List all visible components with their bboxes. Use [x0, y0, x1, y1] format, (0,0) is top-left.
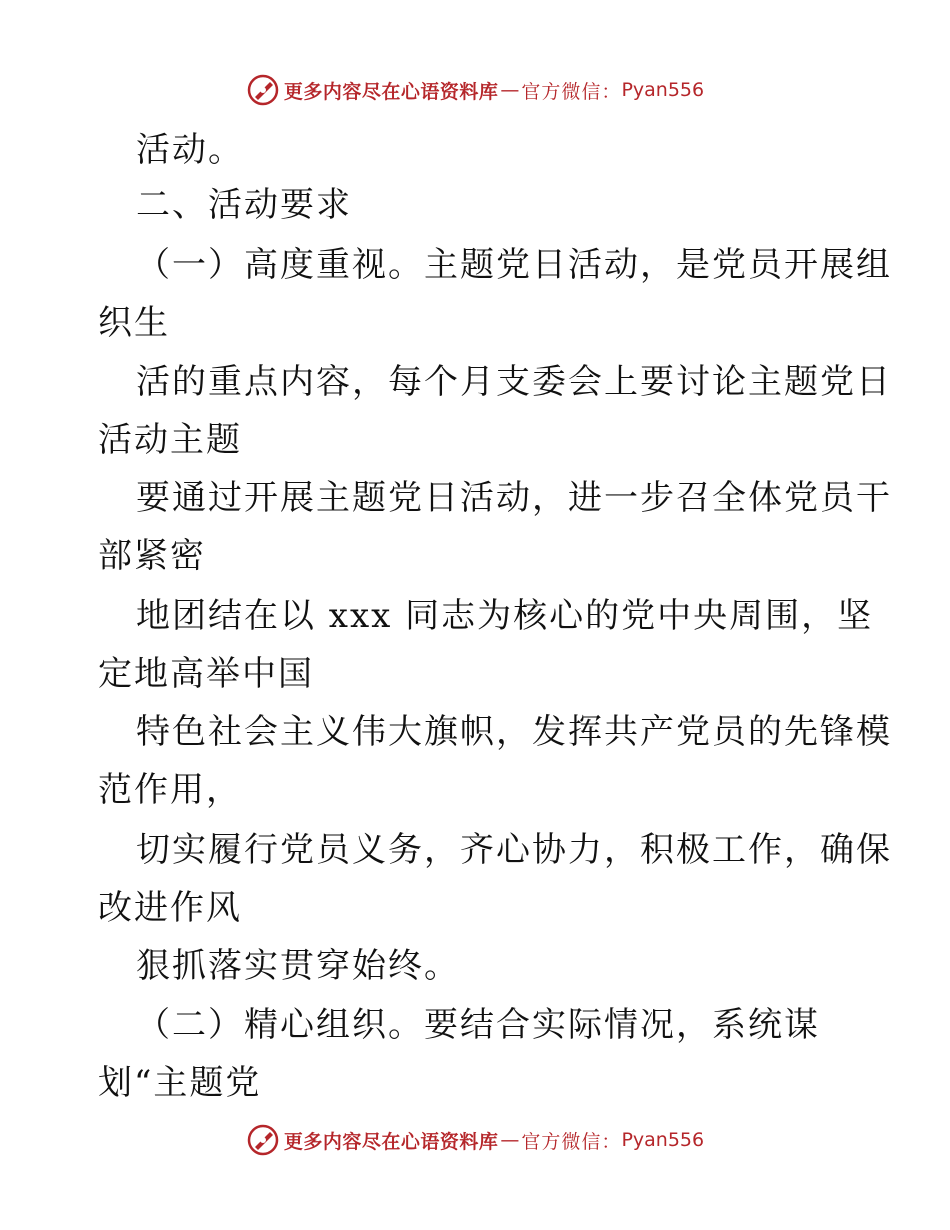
body-line: 活动。 — [136, 130, 244, 170]
header-banner — [0, 70, 950, 110]
body-line: 切实履行党员义务，齐心协力，积极工作，确保 — [136, 830, 892, 870]
footer-banner-handle: Pyan556 — [621, 1129, 705, 1151]
body-line: 定地高举中国 — [98, 654, 314, 694]
header-banner-left-text: 更多内容尽在心语资料库 — [283, 80, 499, 103]
body-line: 地团结在以 xxx 同志为核心的党中央周围，坚 — [136, 596, 874, 636]
header-banner-wechat-label: 官方微信： — [521, 80, 622, 103]
body-line: 部紧密 — [98, 536, 206, 576]
header-banner-handle: Pyan556 — [621, 79, 705, 101]
body-line: 划“主题党 — [98, 1063, 262, 1103]
footer-banner-dash: — — [500, 1129, 520, 1151]
body-line: 活动主题 — [98, 420, 242, 460]
body-line: （二）精心组织。要结合实际情况，系统谋 — [136, 1005, 820, 1045]
body-line: 范作用， — [98, 770, 242, 810]
body-line: 活的重点内容，每个月支委会上要讨论主题党日 — [136, 362, 892, 402]
pen-logo-icon — [246, 1123, 280, 1157]
header-banner-dash: — — [500, 79, 520, 101]
body-line: （一）高度重视。主题党日活动，是党员开展组 — [136, 245, 892, 285]
body-line: 要通过开展主题党日活动，进一步召全体党员干 — [136, 478, 892, 518]
body-line: 改进作风 — [98, 888, 242, 928]
footer-banner-wechat-label: 官方微信： — [521, 1130, 622, 1153]
body-line: 狠抓落实贯穿始终。 — [136, 946, 460, 986]
pen-logo-icon — [246, 73, 280, 107]
section-heading: 二、活动要求 — [136, 185, 352, 225]
footer-banner — [0, 1120, 950, 1160]
body-line: 特色社会主义伟大旗帜，发挥共产党员的先锋模 — [136, 712, 892, 752]
body-line: 织生 — [98, 303, 170, 343]
footer-banner-left-text: 更多内容尽在心语资料库 — [283, 1130, 499, 1153]
